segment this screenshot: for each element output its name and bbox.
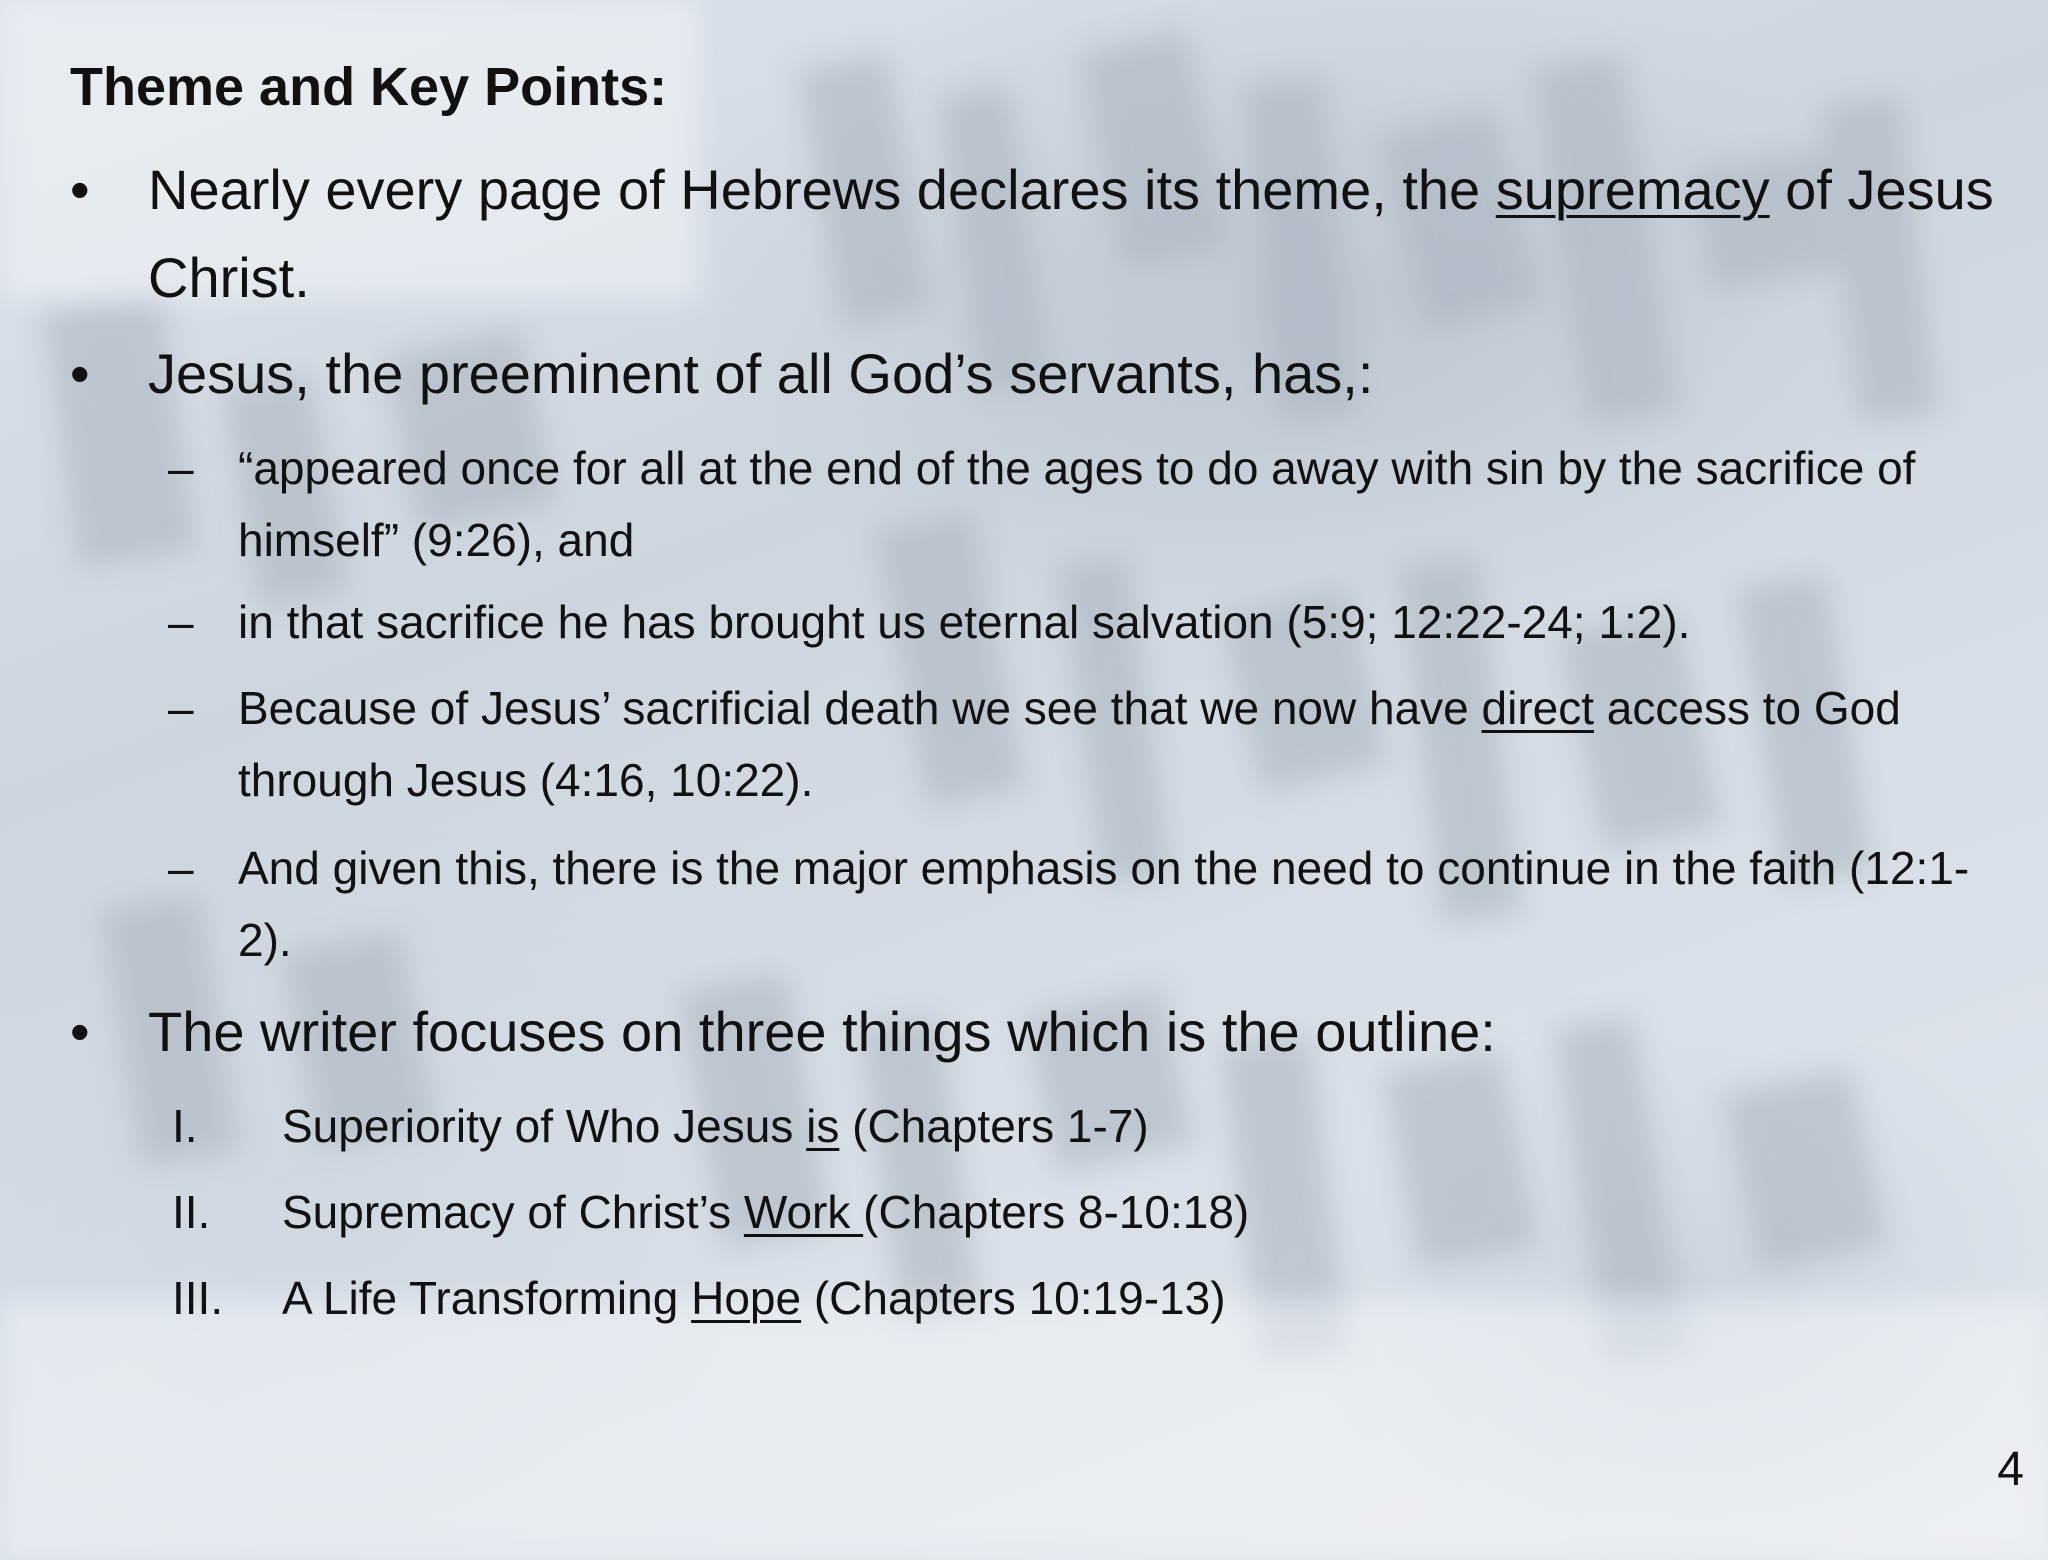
text-segment: access to God through Jesus (4:16, 10:22). [238,682,1901,806]
outline-text [282,1176,1972,1248]
sub-item-salvation [168,586,2008,658]
outline-item-1 [172,1090,1972,1162]
bullet-text: The writer focuses on three things which is the outline: [148,1000,1496,1063]
outline-numeral: I. [172,1100,198,1152]
bullet-icon: • [70,158,90,221]
outline-numeral: II. [172,1186,211,1238]
slide-heading: Theme and Key Points: [70,57,668,117]
underlined-word: is [806,1100,840,1152]
sub-item-text: “appeared once for all at the end of the ages to do away with sin by the sacrifice of himself” (9:26), and [238,442,1916,566]
sub-item-appeared [168,432,2008,576]
dash-icon: – [168,442,194,494]
text-segment: (Chapters 8-10:18) [863,1186,1250,1238]
dash-icon: – [168,596,194,648]
bullet-text: Jesus, the preeminent of all God’s servants, has,: [148,342,1374,405]
bullet-icon: • [70,342,90,405]
dash-icon: – [168,682,194,734]
sub-item-direct-access [168,672,2008,816]
outline-item-2 [172,1176,1972,1248]
bullet-item-supremacy [70,146,2010,322]
text-segment: Because of Jesus’ sacrificial death we see that we now have [238,682,1482,734]
sub-item-text: in that sacrifice he has brought us eternal salvation (5:9; 12:22-24; 1:2). [238,596,1691,648]
text-segment: A Life Transforming [282,1272,692,1324]
bullet-item-outline [70,988,2010,1076]
underlined-word: Work [743,1186,864,1238]
sub-item-text: And given this, there is the major emphasis on the need to continue in the faith (12:1-2). [238,842,1970,966]
underlined-word: supremacy [1495,158,1770,221]
dash-icon: – [168,842,194,894]
text-segment: (Chapters 10:19-13) [801,1272,1226,1324]
text-segment: Supremacy of Christ’s [282,1186,744,1238]
text-segment: Superiority of Who Jesus [282,1100,807,1152]
page-number: 4 [1997,1443,2024,1496]
text-segment: Nearly every page of Hebrews declares its theme, the [148,158,1496,221]
underlined-word: direct [1481,682,1595,734]
outline-text [282,1262,1972,1334]
bullet-item-preeminent [70,330,2010,418]
text-segment: (Chapters 1-7) [839,1100,1149,1152]
underlined-word: Hope [691,1272,802,1324]
outline-text [282,1090,1972,1162]
bullet-icon: • [70,1000,90,1063]
outline-item-3 [172,1262,1972,1334]
bullet-text [148,146,2010,322]
text-segment: of Jesus Christ. [148,158,1994,309]
outline-numeral: III. [172,1272,224,1324]
sub-item-continue-faith [168,832,2008,976]
sub-item-text [238,672,2008,816]
